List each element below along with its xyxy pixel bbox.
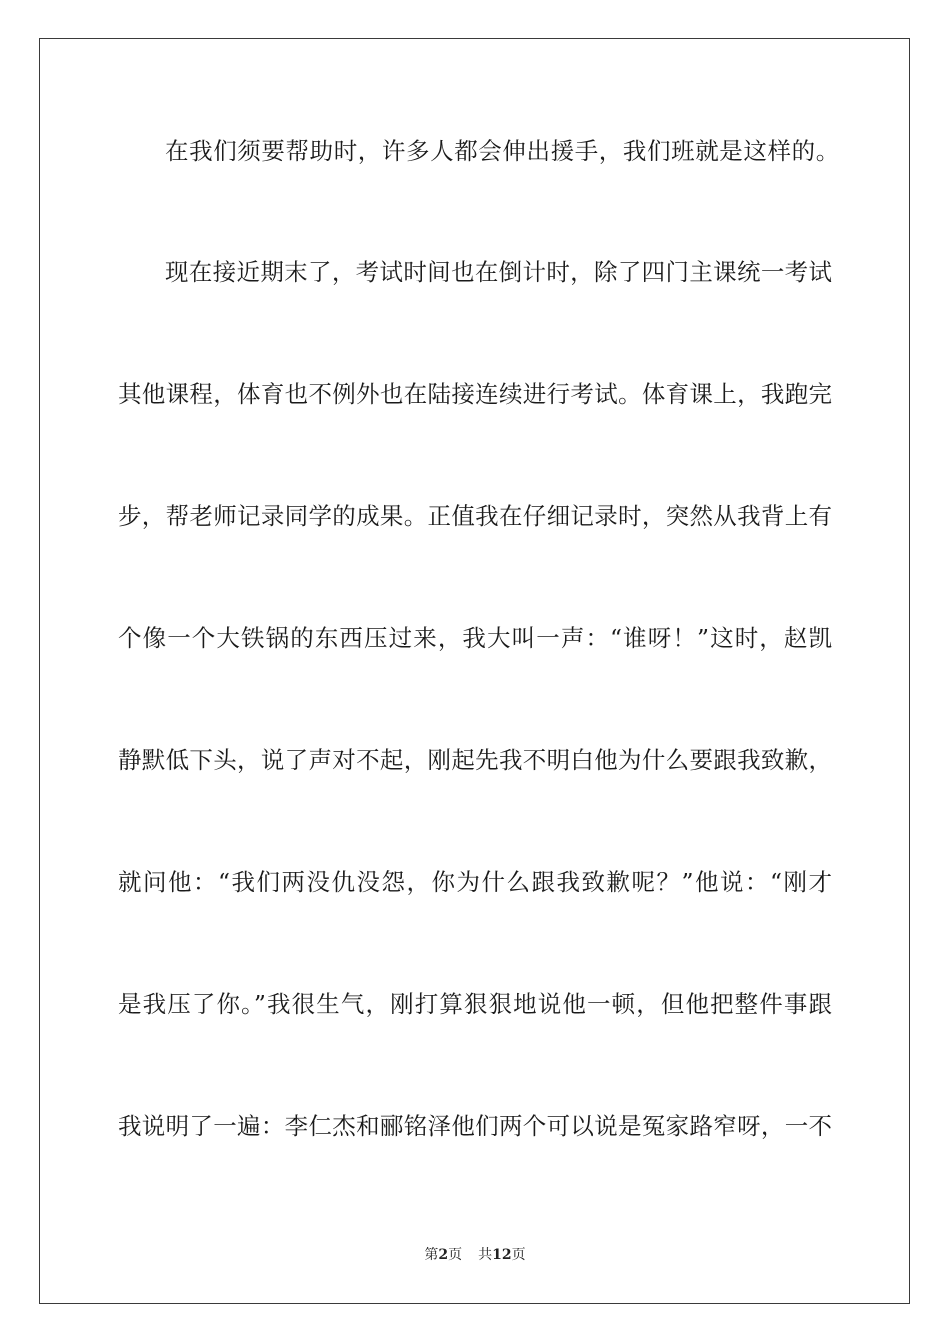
paragraph-2-line-5: 静默低下头，说了声对不起，刚起先我不明白他为什么要跟我致歉， [118,746,832,774]
page-footer [0,1246,950,1264]
page-number: 2 [438,1247,449,1263]
page-suffix: 页 [448,1247,463,1263]
paragraph-2-line-4: 个像一个大铁锅的东西压过来，我大叫一声：“谁呀！”这时，赵凯 [118,624,832,652]
total-pages: 12 [492,1247,512,1263]
paragraph-2-line-3: 步，帮老师记录同学的成果。正值我在仔细记录时，突然从我背上有 [118,502,832,530]
total-prefix: 共 [478,1247,493,1263]
paragraph-2-line-6: 就问他：“我们两没仇没怨，你为什么跟我致歉呢？”他说：“刚才 [118,868,832,896]
paragraph-2-line-7: 是我压了你。”我很生气，刚打算狠狠地说他一顿，但他把整件事跟 [118,990,832,1018]
total-suffix: 页 [511,1247,526,1263]
paragraph-2-line-2: 其他课程，体育也不例外也在陆接连续进行考试。体育课上，我跑完 [118,380,832,408]
paragraph-2-line-1: 现在接近期末了，考试时间也在倒计时，除了四门主课统一考试 [165,258,832,286]
paragraph-2-line-8: 我说明了一遍：李仁杰和郦铭泽他们两个可以说是冤家路窄呀，一不 [118,1112,832,1140]
paragraph-1-line-1: 在我们须要帮助时，许多人都会伸出援手，我们班就是这样的。 [165,137,840,165]
page-prefix: 第 [424,1247,439,1263]
